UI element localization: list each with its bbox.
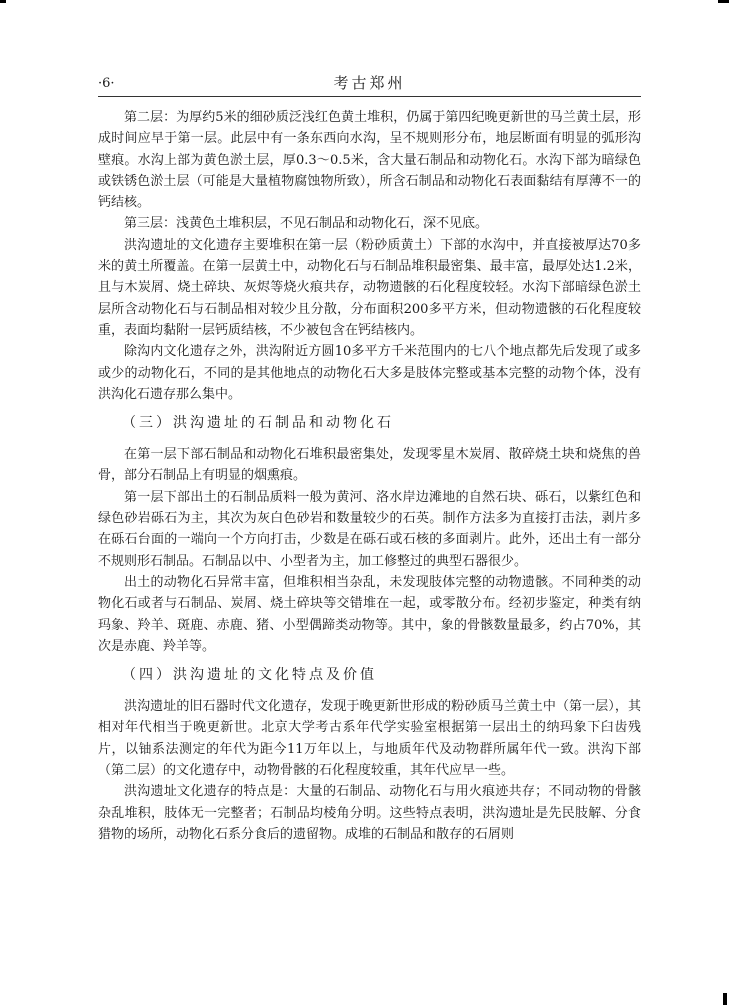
paragraph: 洪沟遗址的旧石器时代文化遗存，发现于晚更新世形成的粉砂质马兰黄土中（第一层），其相对年代相当于晚更新世。北京大学考古系年代学实验室根据第一层出土的纳玛象下臼齿残片，以铀系法测定的年代为距今11万年以上，与地质年代及动物群所属年代一致。洪沟下部（第二层）的文化遗存中，动物骨骸的石化程度较重，其年代应早一些。 [98, 699, 641, 779]
paragraph: 出土的动物化石异常丰富，但堆积相当杂乱，未发现肢体完整的动物遗骸。不同种类的动物化石或者与石制品、炭屑、烧土碎块等交错堆在一起，或零散分布。经初步鉴定，种类有纳玛象、羚羊、斑鹿、赤鹿、猪、小型偶蹄类动物等。其中，象的骨骸数量最多，约占70%，其次是赤鹿、羚羊等。 [98, 574, 641, 654]
journal-title: 考古郑州 [333, 74, 406, 92]
paragraph: 在第一层下部石制品和动物化石堆积最密集处，发现零星木炭屑、散碎烧土块和烧焦的兽骨，部分石制品上有明显的烟熏痕。 [98, 447, 641, 484]
paragraph: 第二层：为厚约5米的细砂质泛浅红色黄土堆积，仍属于第四纪晚更新世的马兰黄土层，形成时间应早于第一层。此层中有一条东西向水沟，呈不规则形分布，地层断面有明显的弧形沟壁痕。水沟上部为黄色淤土层，厚0.3～0.5米，含大量石制品和动物化石。水沟下部为暗绿色或铁锈色淤土层（可能是大量植物腐蚀物所致），所含石制品和动物化石表面黏结有厚薄不一的钙结核。 [98, 110, 641, 211]
section-heading: （四）洪沟遗址的文化特点及价值 [122, 667, 377, 684]
paragraph: 第三层：浅黄色土堆积层，不见石制品和动物化石，深不见底。 [124, 216, 489, 232]
paragraph: 洪沟遗址文化遗存的特点是：大量的石制品、动物化石与用火痕迹共存；不同动物的骨骸杂乱堆积，肢体无一完整者；石制品均棱角分明。这些特点表明，洪沟遗址是先民肢解、分食猎物的场所，动物化石系分食后的遗留物。成堆的石制品和散存的石屑则 [98, 784, 641, 842]
article-body [98, 107, 641, 845]
running-header [98, 72, 641, 94]
page-number: ·6· [98, 76, 115, 91]
header-rule [98, 96, 641, 97]
crop-mark-top-right [718, 0, 729, 3]
section-heading: （三）洪沟遗址的石制品和动物化石 [122, 415, 394, 432]
paragraph: 洪沟遗址的文化遗存主要堆积在第一层（粉砂质黄土）下部的水沟中，并直接被厚达70多米的黄土所覆盖。在第一层黄土中，动物化石与石制品堆积最密集、最丰富，最厚处达1.2米，且与木炭屑、烧土碎块、灰烬等烧火痕共存，动物遗骸的石化程度较轻。水沟下部暗绿色淤土层所含动物化石与石制品相对较少且分散，分布面积200多平方米，但动物遗骸的石化程度较重，表面均黏附一层钙质结核，不少被包含在钙结核内。 [98, 237, 641, 338]
crop-mark-top-left [0, 0, 6, 3]
paragraph: 第一层下部出土的石制品质料一般为黄河、洛水岸边滩地的自然石块、砾石，以紫红色和绿色砂岩砾石为主，其次为灰白色砂岩和数量较少的石英。制作方法多为直接打击法，剥片多在砾石台面的一端向一个方向打击，少数是在砾石或石核的多面剥片。此外，还出土有一部分不规则形石制品。石制品以中、小型者为主，加工修整过的典型石器很少。 [98, 489, 641, 569]
crop-mark-bottom-right [723, 993, 727, 1005]
paragraph: 除沟内文化遗存之外，洪沟附近方圆10多平方千米范围内的七八个地点都先后发现了或多或少的动物化石，不同的是其他地点的动物化石大多是肢体完整或基本完整的动物个体，没有洪沟化石遗存那么集中。 [98, 344, 641, 402]
